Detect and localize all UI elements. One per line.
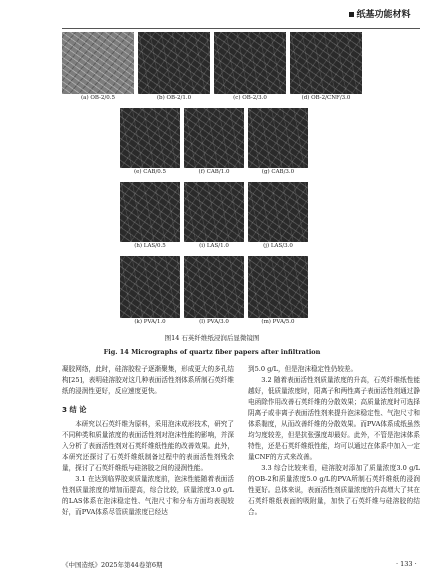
panel-caption: (c) OB-2/3.0 — [233, 95, 267, 101]
micrograph-image — [184, 108, 244, 168]
panel-caption: (a) OB-2/0.5 — [81, 95, 115, 101]
figure-caption-english: Fig. 14 Micrographs of quartz fiber papers after infiltration — [103, 348, 321, 356]
micrograph-image — [214, 32, 286, 94]
micrograph-image — [184, 182, 244, 242]
left-text-column — [62, 364, 234, 518]
figure-panel — [138, 32, 210, 104]
panel-caption: (i) LAS/1.0 — [199, 243, 229, 249]
panel-caption: (k) PVA/1.0 — [134, 319, 166, 325]
panel-caption: (d) OB-2/CNF/3.0 — [301, 95, 351, 101]
journal-tag-text: 纸基功能材料 — [356, 10, 411, 20]
figure-panel — [248, 108, 308, 178]
figure-panel — [120, 182, 180, 252]
micrograph-image — [120, 108, 180, 168]
figure-panel — [120, 256, 180, 328]
panel-caption: (f) CAB/1.0 — [198, 169, 230, 175]
figure-14 — [62, 32, 362, 330]
journal-footer: 《中国造纸》2025年第44卷第6期 — [62, 561, 163, 569]
right-text-column — [248, 364, 420, 518]
figure-panel — [120, 108, 180, 178]
square-icon — [349, 12, 354, 17]
figure-panel — [62, 32, 134, 104]
header-rule — [62, 28, 420, 29]
section-heading-conclusion: 3 结 论 — [62, 405, 87, 414]
panel-caption: (j) LAS/3.0 — [263, 243, 293, 249]
page-number: · 133 · — [396, 560, 417, 568]
figure-panel — [184, 256, 244, 328]
figure-caption-chinese: 图14 石英纤维纸浸润后显微镜图 — [164, 334, 260, 342]
paragraph: 本研究以石英纤维为原料，采用泡沫成形技术，研究了不同种类和质量浓度的表面活性剂对泡沫性能的影响，并深入分析了表面活性剂对石英纤维纸性能的改善效果。此外，本研究还探讨了石英纤维纸制备过程中的表面活性剂残余量，探讨了石英纤维纸与硅溶胶之间的浸润性能。 — [62, 420, 234, 472]
micrograph-image — [290, 32, 362, 94]
panel-caption: (h) LAS/0.5 — [134, 243, 166, 249]
panel-caption: (m) PVA/5.0 — [261, 319, 295, 325]
panel-caption: (g) CAB/3.0 — [261, 169, 295, 175]
figure-panel — [248, 256, 308, 328]
micrograph-image — [62, 32, 134, 94]
paragraph: 凝胶网络，此时，硅溶胶粒子逐渐聚集，形成更大的多孔结构[25]，表明硅溶胶对这几种表面活性剂体系所制石英纤维纸的浸润性更好，反应速度更快。 — [62, 365, 234, 395]
paragraph: 3.3 综合比较来看，硅溶胶对添加了质量浓度3.0 g/L的OB-2和质量浓度5.0 g/L的PVA所制石英纤维纸的浸润性更好。总体来说，表面活性剂质量浓度的升高增大了其在石英纤维纸表面的吸附量，加快了石英纤维与硅溶胶的结合。 — [248, 464, 420, 516]
figure-panel — [184, 182, 244, 252]
micrograph-image — [248, 108, 308, 168]
panel-caption: (l) PVA/3.0 — [199, 319, 229, 325]
paragraph: 3.1 在达到临界胶束质量浓度前，泡沫性能随着表面活性剂质量浓度的增加而提高，综合比较，质量浓度3.0 g/L的LAS体系在泡沫稳定性、气泡尺寸和分布方面均表现较好，而PVA体系尽管质量浓度已经达 — [62, 475, 234, 516]
panel-caption: (e) CAB/0.5 — [133, 169, 167, 175]
figure-panel — [184, 108, 244, 178]
micrograph-image — [248, 256, 308, 318]
paragraph: 3.2 随着表面活性剂质量浓度的升高，石英纤维纸性能越好，低质量浓度时，阳离子和两性离子表面活性剂通过静电函除作用改善石英纤维的分散效果；高质量浓度时可选择阴离子或非离子表面活性剂来提升泡沫稳定性、气泡尺寸和体系黏度，从而改善纤维的分散效果。而PVA体系成纸虽然均匀度较差，但是抗张强度却最好。此外，不管是泡沫体系特性，还是石英纤维纸性能，均可以通过在体系中加入一定量CNF的方式来改善。 — [248, 376, 420, 461]
paragraph: 到5.0 g/L，但是泡沫稳定性仍较差。 — [248, 365, 358, 373]
figure-panel — [248, 182, 308, 252]
figure-panel — [290, 32, 362, 104]
panel-caption: (b) OB-2/1.0 — [156, 95, 192, 101]
micrograph-image — [138, 32, 210, 94]
journal-section-tag — [338, 6, 422, 24]
micrograph-image — [120, 256, 180, 318]
micrograph-image — [120, 182, 180, 242]
figure-panel — [214, 32, 286, 104]
micrograph-image — [184, 256, 244, 318]
micrograph-image — [248, 182, 308, 242]
